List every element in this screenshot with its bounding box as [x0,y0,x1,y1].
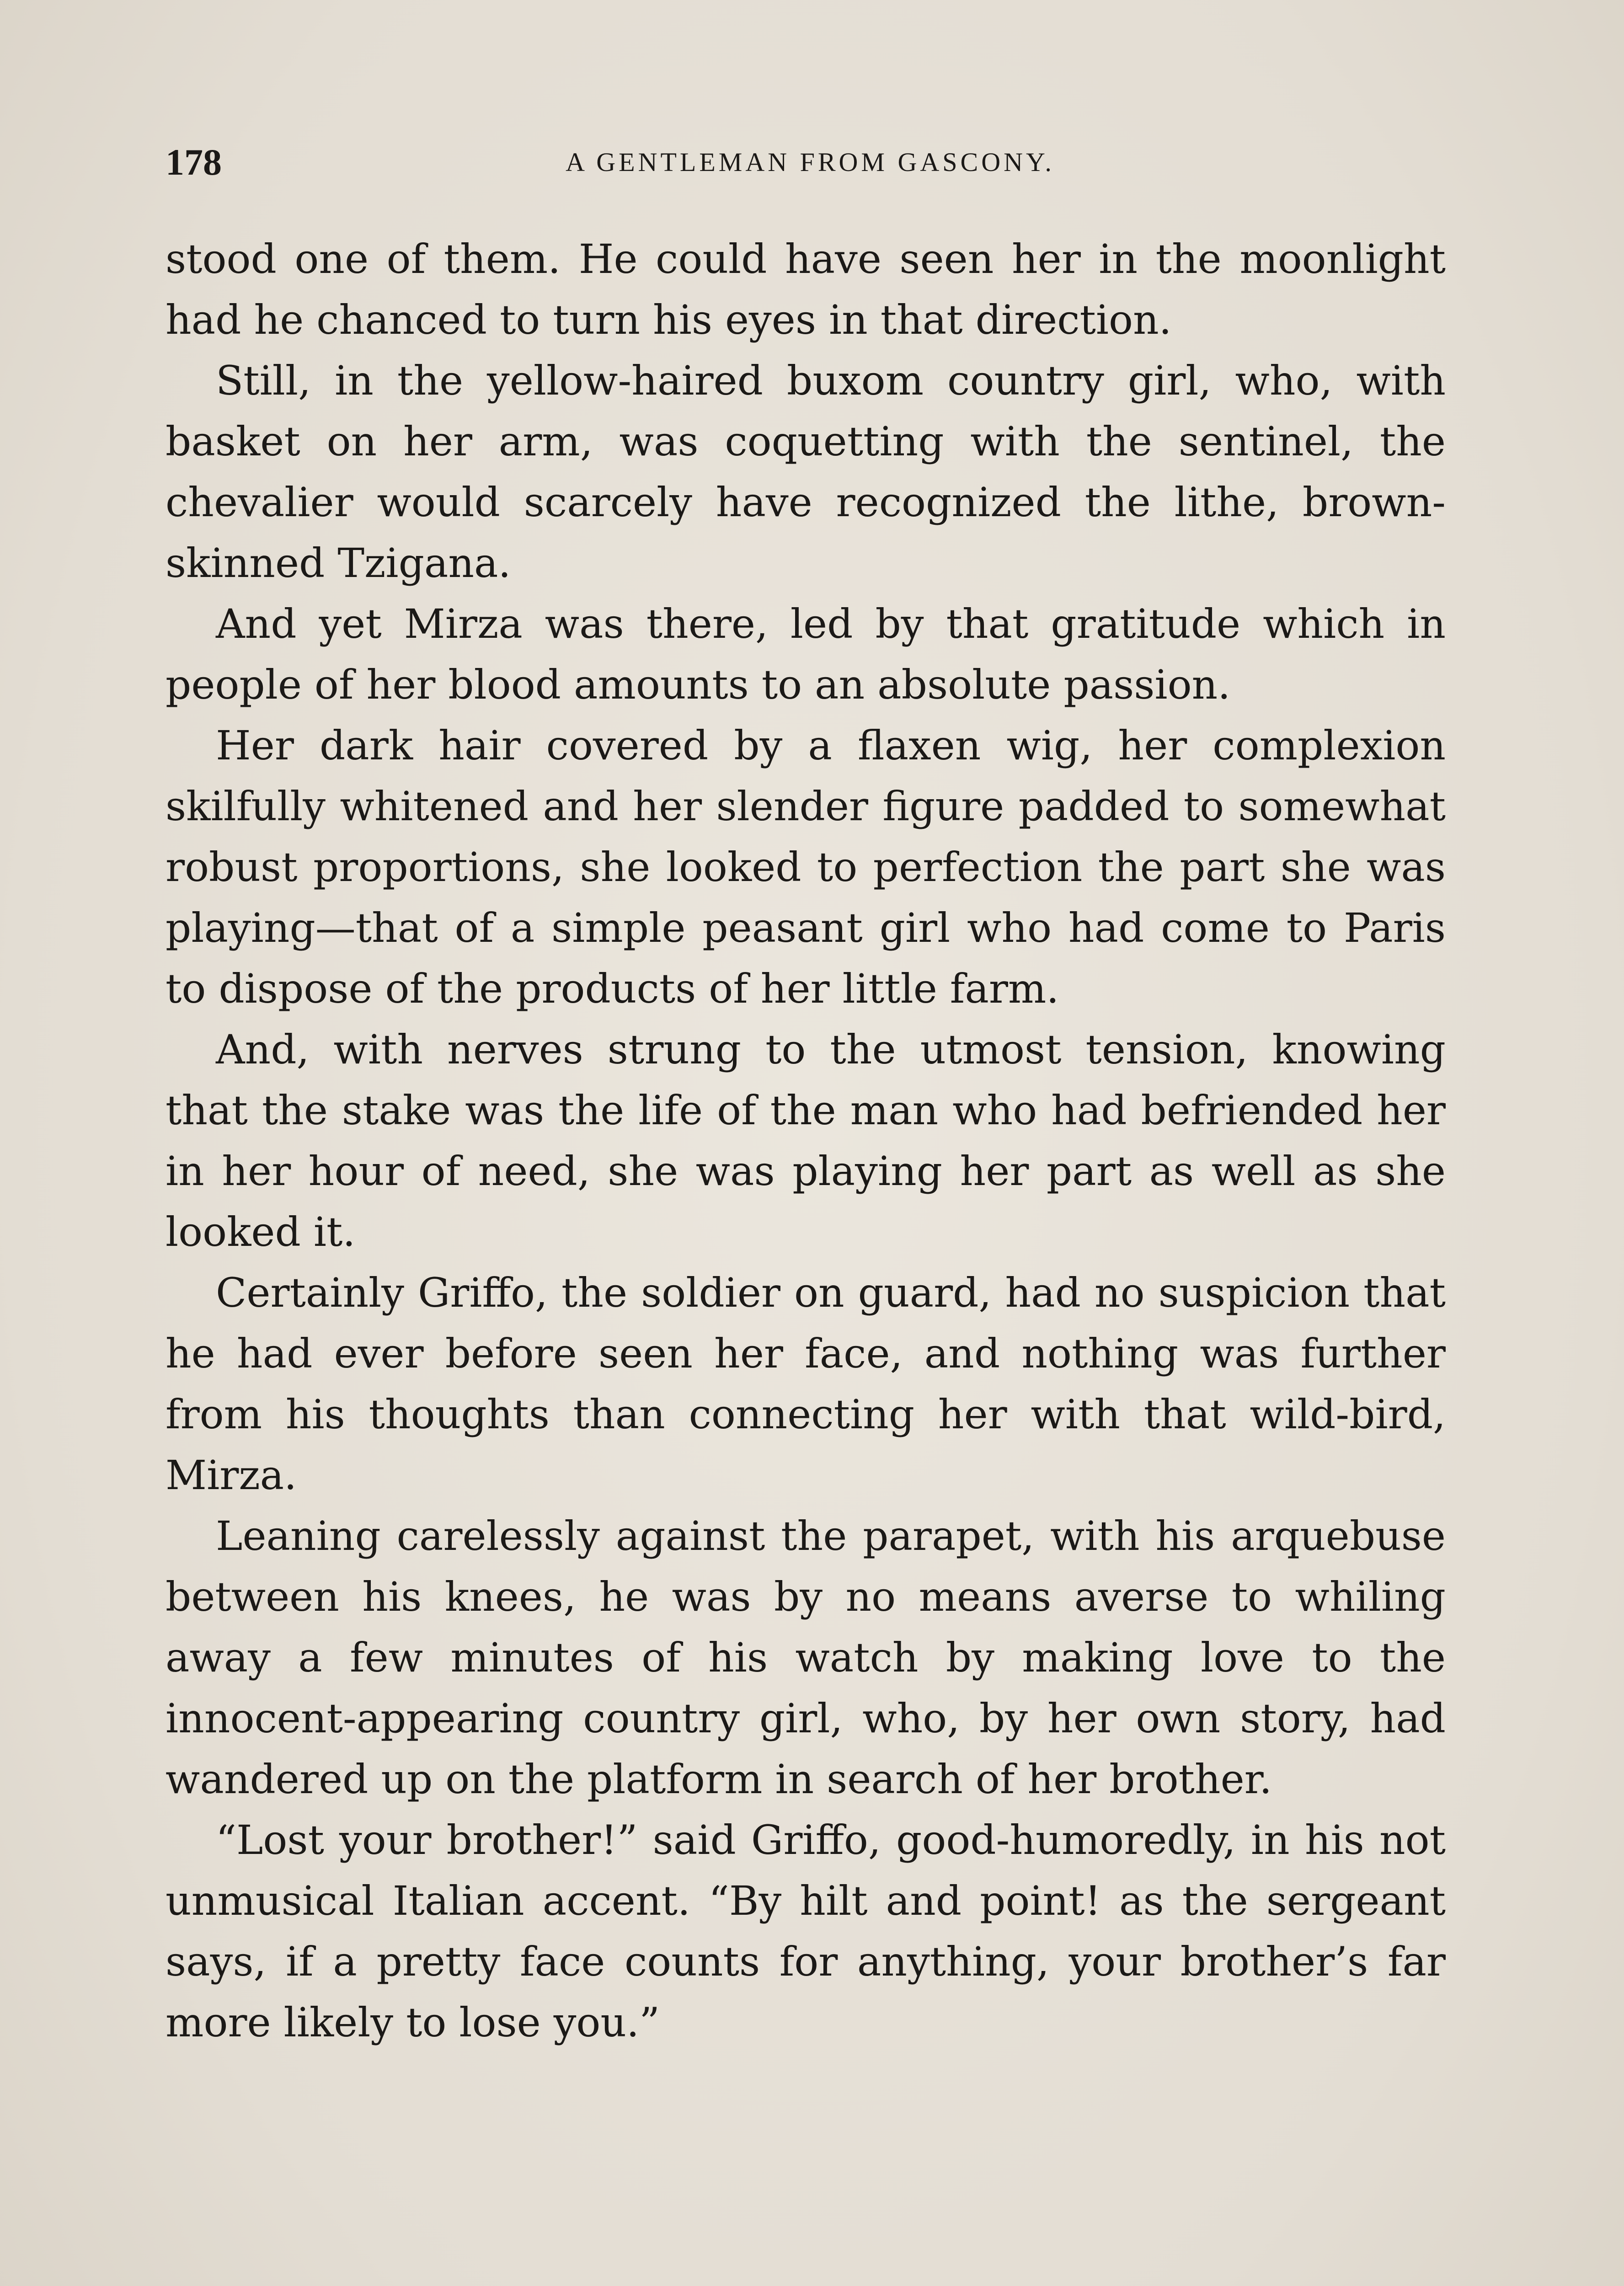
paragraph: Certainly Griffo, the soldier on guard, had no suspicion that he had ever before seen her face, and nothing was further from his thoughts than connecting her with that wild-bird, Mirza. [166,1269,1446,1499]
paragraph: And yet Mirza was there, led by that gratitude which in people of her blood amounts to an absolute passion. [166,600,1446,708]
page-header [166,137,1455,187]
paragraph: Leaning carelessly against the parapet, with his arquebuse between his knees, he was by no means averse to whiling away a few minutes of his watch by making love to the innocent-appearing country girl, who, by her own story, had wandered up on the platform in search of her brother. [166,1512,1446,1803]
paragraph: Her dark hair covered by a flaxen wig, her complexion skilfully whitened and her slender figure padded to somewhat robust proportions, she looked to perfection the part she was playing—that of a simple peasant girl who had come to Paris to dispose of the products of her little farm. [166,722,1446,1012]
body-text [166,229,1446,2053]
paragraph: And, with nerves strung to the utmost tension, knowing that the stake was the life of the man who had befriended her in her hour of need, she was playing her part as well as she looked it. [166,1026,1446,1255]
page-number: 178 [166,141,222,183]
paragraph: Still, in the yellow-haired buxom country girl, who, with basket on her arm, was coquetting with the sentinel, the chevalier would scarcely have recognized the lithe, brown-skinned Tzigana. [166,357,1446,587]
paragraph: “Lost your brother!” said Griffo, good-humoredly, in his not unmusical Italian accent. “By hilt and point! as the sergeant says, if a pretty face counts for anything, your brother’s far more likely to lose you.” [166,1816,1446,2046]
paragraph-continued: stood one of them. He could have seen her in the moonlight had he chanced to turn his eyes in that direction. [166,235,1446,343]
running-head: A GENTLEMAN FROM GASCONY. [566,147,1055,177]
